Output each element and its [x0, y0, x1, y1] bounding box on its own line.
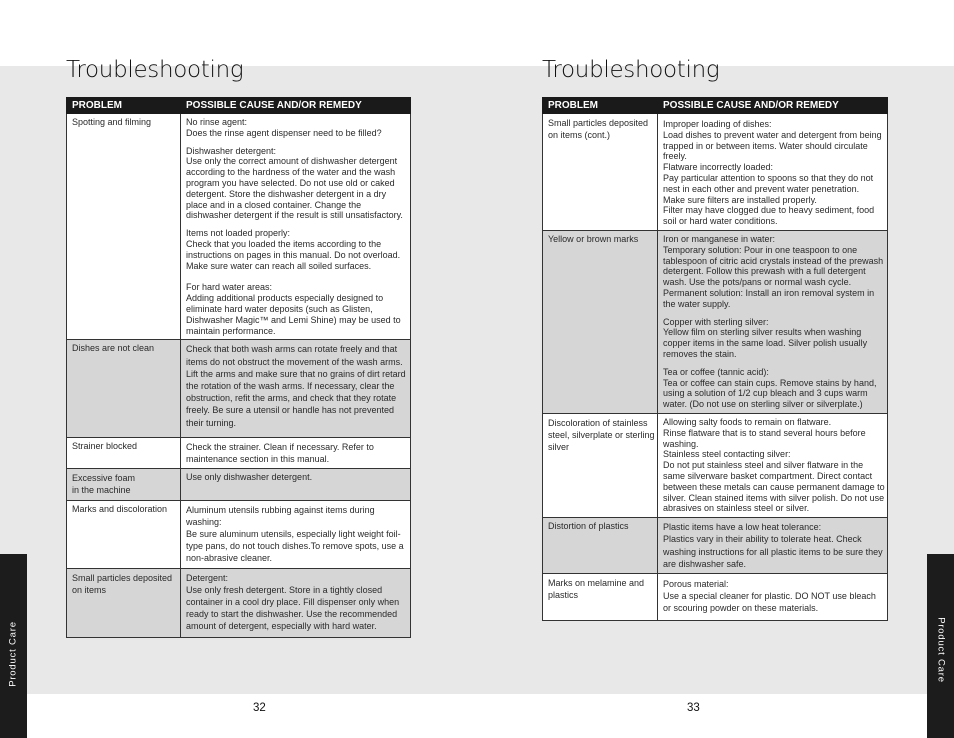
- remedy-cell: [658, 413, 888, 517]
- page-number-right: 33: [687, 702, 700, 714]
- remedy-cell: [181, 469, 411, 500]
- table-row: [543, 413, 888, 517]
- header-remedy: POSSIBLE CAUSE AND/OR REMEDY: [181, 98, 411, 114]
- remedy-cell: [658, 518, 888, 574]
- remedy-paragraph: Check that both wash arms can rotate freely and that items do not obstruct the movement of the wash arms. Lift the arms and make sure that no grains of dirt retard the rotation of the wash arms. If necessary, clear the obstruction, refit the arms, and check that they rotate freely. Be sure a utensil or handle has not prevented their turning.: [186, 344, 406, 428]
- problem-cell: Yellow or brown marks: [543, 230, 658, 413]
- problem-cell: Marks on melamine and plastics: [543, 573, 658, 620]
- table-row: [543, 114, 888, 231]
- remedy-cell: [658, 114, 888, 231]
- side-tab-right: [927, 554, 954, 738]
- table-header: [543, 98, 888, 114]
- problem-cell: Distortion of plastics: [543, 518, 658, 574]
- remedy-paragraph: Porous material: Use a special cleaner for plastic. DO NOT use bleach or scouring powder on these materials.: [663, 578, 876, 614]
- remedy-paragraph: Detergent: Use only fresh detergent. Store in a tightly closed container in a cool dry place. Fill dispenser only when ready to start the dishwasher. Use the recommended amount of detergent, especially with hard water.: [186, 572, 400, 632]
- table-row: [543, 518, 888, 574]
- remedy-paragraph: Allowing salty foods to remain on flatware. Rinse flatware that is to stand several hours before washing. Stainless steel contacting silver: Do not put stainless steel and silver flatware in the same silverware basket compartment. Direct contact between these metals can cause permanent damage to silver. Clean stained items with silver polish. Do not use abrasives on stainless steel or silver.: [663, 416, 885, 514]
- side-tab-left: [0, 554, 27, 738]
- remedy-cell: [181, 500, 411, 568]
- table-row: [67, 469, 411, 500]
- troubleshooting-table-left: [66, 97, 411, 638]
- remedy-paragraph: Dishwasher detergent: Use only the correct amount of dishwasher detergent according to the hardness of the water and the wash program you have selected. Do not use old or caked detergent. Store the dishwasher detergent in a dry place and in a closed container. Change the dishwasher detergent if the result is still unsatisfactory.: [186, 145, 403, 221]
- problem-cell: Small particles deposited on items: [67, 568, 181, 637]
- problem-cell: Marks and discoloration: [67, 500, 181, 568]
- table-row: [67, 500, 411, 568]
- problem-cell: Dishes are not clean: [67, 340, 181, 437]
- table-row: [67, 437, 411, 468]
- header-problem: PROBLEM: [67, 98, 181, 114]
- page-number-left: 32: [253, 702, 266, 714]
- side-tab-label: Product Care: [7, 621, 19, 687]
- remedy-paragraph: Tea or coffee (tannic acid): Tea or coffee can stain cups. Remove stains by hand, using a solution of 1/2 cup bleach and 3 cups warm water. (Do not use on sterling silver or silverplate.): [663, 366, 877, 410]
- page-title-left: Troubleshooting: [66, 57, 244, 84]
- problem-cell: Spotting and filming: [67, 114, 181, 340]
- remedy-paragraph: For hard water areas: Adding additional products especially designed to eliminate hard water deposits (such as Glisten, Dishwasher Magic™ and Lemi Shine) may be used to maintain performance.: [186, 282, 401, 336]
- remedy-paragraph: Plastic items have a low heat tolerance: Plastics vary in their ability to tolerate heat. Check washing instructions for all plastic items to be sure they are dishwasher safe.: [663, 522, 883, 569]
- table-row: [67, 114, 411, 340]
- table-row: [543, 573, 888, 620]
- remedy-cell: [658, 230, 888, 413]
- problem-cell: Small particles deposited on items (cont.): [543, 114, 658, 231]
- table-row: [67, 568, 411, 637]
- remedy-paragraph: No rinse agent: Does the rinse agent dispenser need to be filled?: [186, 117, 382, 138]
- remedy-paragraph: Check the strainer. Clean if necessary. Refer to maintenance section in this manual.: [186, 441, 374, 464]
- remedy-cell: [181, 340, 411, 437]
- problem-cell: Excessive foam in the machine: [67, 469, 181, 500]
- remedy-paragraph: Copper with sterling silver: Yellow film on sterling silver results when washing copper items in the same load. Silver polish usually removes the stain.: [663, 316, 868, 359]
- header-remedy: POSSIBLE CAUSE AND/OR REMEDY: [658, 98, 888, 114]
- problem-cell: Discoloration of stainless steel, silverplate or sterling silver: [543, 413, 658, 517]
- remedy-cell: [181, 114, 411, 340]
- remedy-cell: [181, 437, 411, 468]
- problem-cell: Strainer blocked: [67, 437, 181, 468]
- remedy-paragraph: Iron or manganese in water: Temporary solution: Pour in one teaspoon to one tablespoon of citric acid crystals instead of the prewash detergent. Follow this prewash with a full detergent wash. Use the pots/pans or normal wash cycle. Permanent solution: Install an iron removal system in the water supply.: [663, 233, 884, 309]
- remedy-cell: [181, 568, 411, 637]
- page-title-right: Troubleshooting: [542, 57, 720, 84]
- remedy-paragraph: Use only dishwasher detergent.: [186, 472, 313, 483]
- header-problem: PROBLEM: [543, 98, 658, 114]
- table-header: [67, 98, 411, 114]
- side-tab-label: Product Care: [935, 617, 947, 683]
- remedy-cell: [658, 573, 888, 620]
- remedy-paragraph: Improper loading of dishes: Load dishes to prevent water and detergent from being trapped in or between items. Water should circulate freely. Flatware incorrectly loaded: Pay particular attention to spoons so that they do not nest in each other and prevent water penetration. Make sure filters are installed properly. Filter may have clogged due to heavy sediment, food soil or hard water conditions.: [663, 119, 882, 227]
- table-row: [543, 230, 888, 413]
- troubleshooting-table-right: [542, 97, 888, 621]
- remedy-paragraph: Aluminum utensils rubbing against items during washing: Be sure aluminum utensils, especially light weight foil-type pans, do not touch dishes.To remove spots, use a non-abrasive cleaner.: [186, 504, 404, 564]
- table-row: [67, 340, 411, 437]
- remedy-paragraph: Items not loaded properly: Check that you loaded the items according to the instructions on pages in this manual. Do not overload. Make sure water can reach all soiled surfaces.: [186, 228, 401, 271]
